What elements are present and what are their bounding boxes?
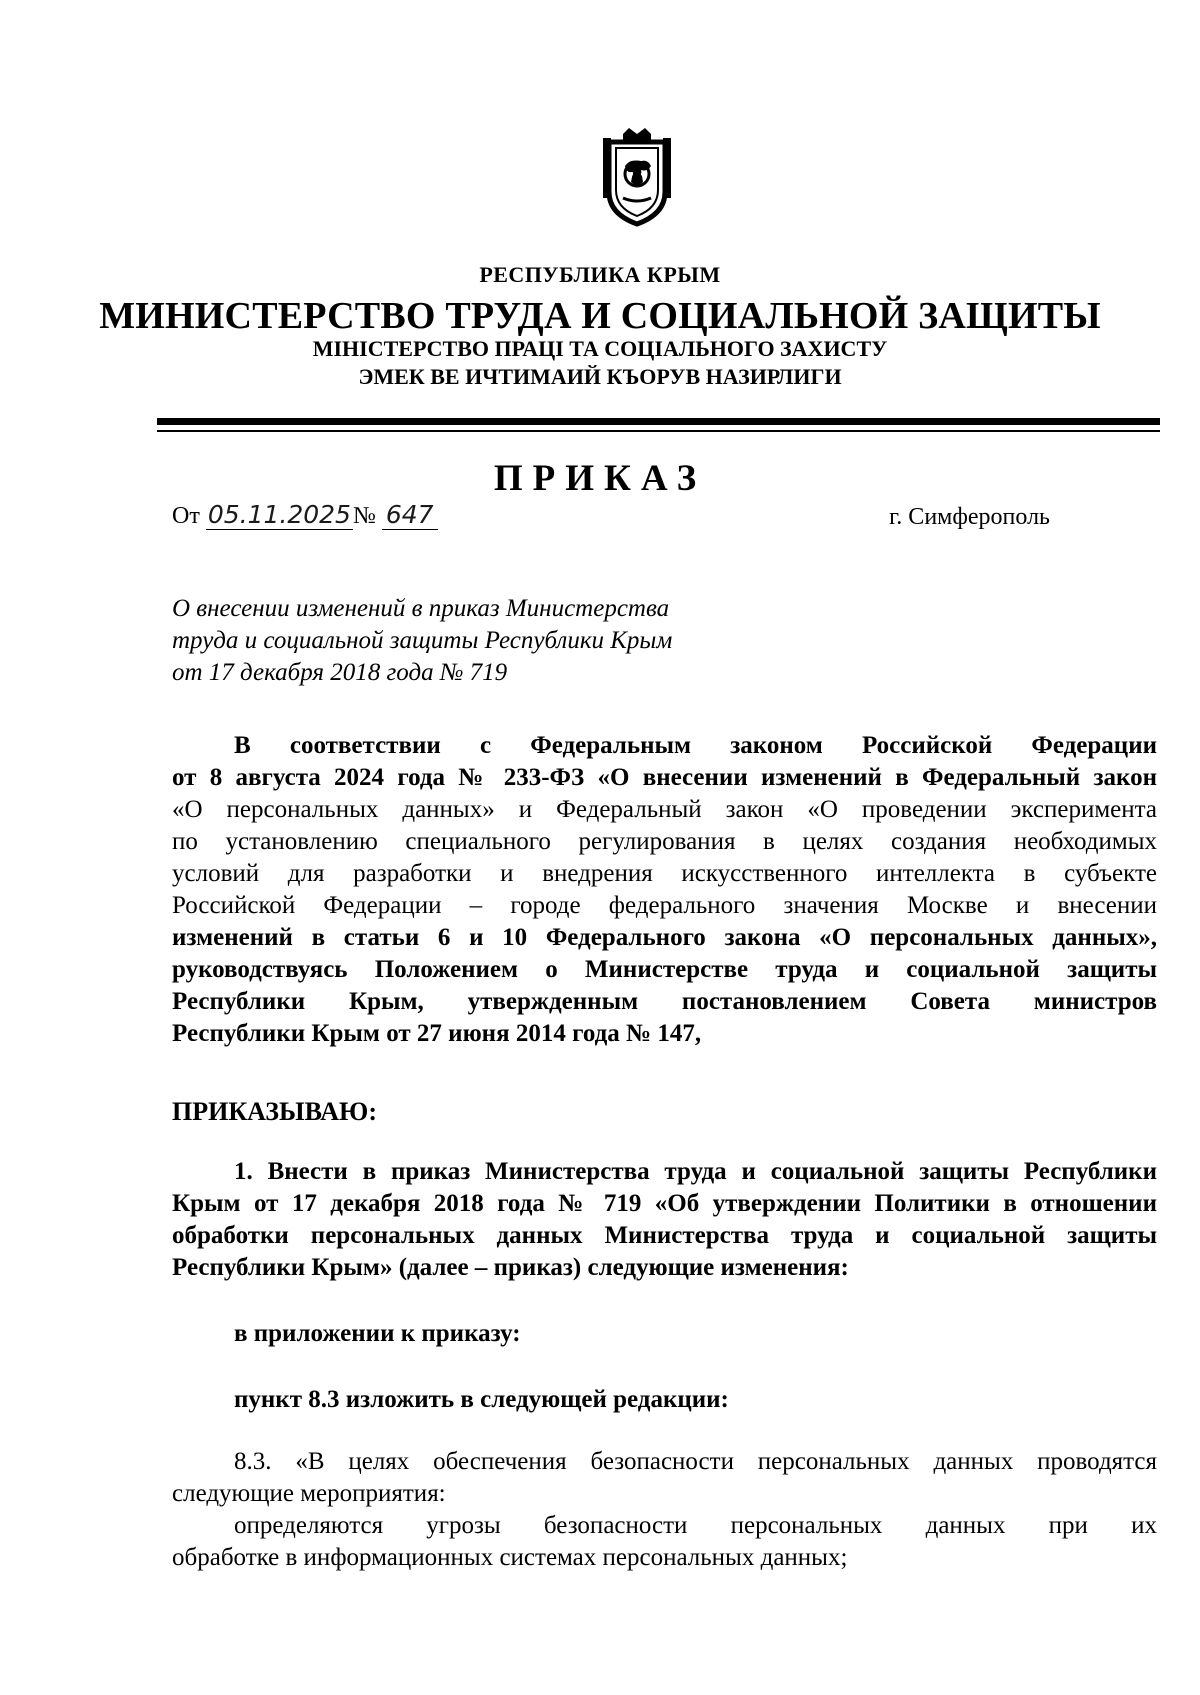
order-number: 647 xyxy=(382,500,438,530)
order-date: 05.11.2025 xyxy=(207,500,351,529)
subject-line: от 17 декабря 2018 года № 719 xyxy=(172,659,508,686)
text-line: В соответствии с Федеральным законом Российской Федерации xyxy=(234,732,1157,759)
header-divider xyxy=(157,418,1160,425)
preamble-paragraph xyxy=(172,730,1157,1050)
annex-line: в приложении к приказу: xyxy=(234,1320,521,1347)
text-line: 1. Внести в приказ Министерства труда и социальной защиты Республики xyxy=(234,1158,1157,1185)
header-divider-thin xyxy=(157,430,1160,432)
text-line: Российской Федерации – городе федерального значения Москве и внесении xyxy=(172,892,1157,919)
document-type: ПРИКАЗ xyxy=(493,458,707,499)
text-line: 8.3. «В целях обеспечения безопасности персональных данных проводятся xyxy=(234,1448,1157,1475)
order-subject xyxy=(172,593,672,689)
ministry-title-uk: МІНІСТЕРСТВО ПРАЦІ ТА СОЦІАЛЬНОГО ЗАХИСТУ xyxy=(312,336,888,361)
text-line: Республики Крым» (далее – приказ) следующие изменения: xyxy=(172,1254,849,1281)
text-line: Крым от 17 декабря 2018 года № 719 «Об утверждении Политики в отношении xyxy=(172,1190,1157,1217)
text-line: обработки персональных данных Министерства труда и социальной защиты xyxy=(172,1222,1157,1249)
text-line: руководствуясь Положением о Министерстве труда и социальной защиты xyxy=(172,956,1157,983)
subject-line: труда и социальной защиты Республики Крым xyxy=(172,627,673,654)
text-line: Республики Крым от 27 июня 2014 года № 147, xyxy=(172,1020,702,1047)
order-directive: ПРИКАЗЫВАЮ: xyxy=(172,1097,377,1126)
text-line: Республики Крым, утвержденным постановлением Совета министров xyxy=(172,988,1157,1015)
crimea-coat-of-arms-icon xyxy=(601,128,673,228)
subject-line: О внесении изменений в приказ Министерства xyxy=(172,595,670,622)
text-line: изменений в статьи 6 и 10 Федерального закона «О персональных данных», xyxy=(172,924,1157,951)
text-line: условий для разработки и внедрения искусственного интеллекта в субъекте xyxy=(172,860,1157,887)
number-label: № xyxy=(352,503,376,529)
order-date-number xyxy=(172,500,438,530)
city: г. Симферополь xyxy=(889,504,1050,530)
text-line: следующие мероприятия: xyxy=(172,1480,446,1507)
from-label: От xyxy=(172,503,200,529)
text-line: от 8 августа 2024 года № 233-ФЗ «О внесении изменений в Федеральный закон xyxy=(172,764,1157,791)
republic-title: РЕСПУБЛИКА КРЫМ xyxy=(479,262,721,287)
item-1-paragraph xyxy=(172,1156,1157,1284)
text-line: «О персональных данных» и Федеральный закон «О проведении эксперимента xyxy=(172,796,1157,823)
clause-line: пункт 8.3 изложить в следующей редакции: xyxy=(234,1386,729,1413)
ministry-title: МИНИСТЕРСТВО ТРУДА И СОЦИАЛЬНОЙ ЗАЩИТЫ xyxy=(99,295,1101,337)
clause-8-3-paragraph xyxy=(172,1446,1157,1574)
text-line: по установлению специального регулирования в целях создания необходимых xyxy=(172,828,1157,855)
text-line: определяются угрозы безопасности персональных данных при их xyxy=(234,1512,1157,1539)
ministry-title-crh: ЭМЕК ВЕ ИЧТИМАИЙ КЪОРУВ НАЗИРЛИГИ xyxy=(358,364,842,389)
text-line: обработке в информационных системах персональных данных; xyxy=(172,1544,848,1571)
